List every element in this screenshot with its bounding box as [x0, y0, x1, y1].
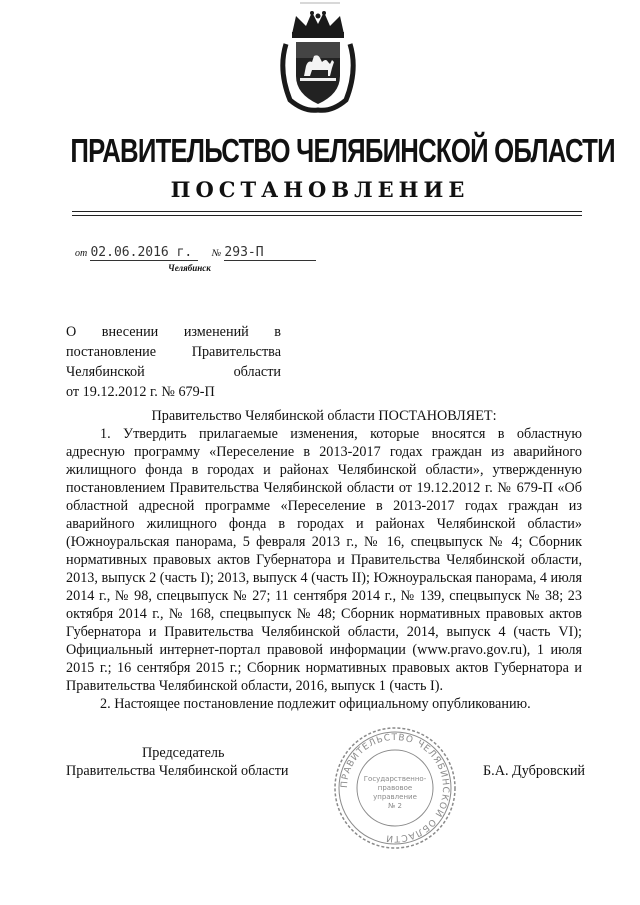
number-prefix: № — [211, 248, 222, 259]
subject-line: от 19.12.2012 г. № 679-П — [66, 384, 215, 400]
svg-text:правовое: правовое — [377, 784, 413, 792]
document-date-number — [75, 244, 316, 261]
document-subject — [66, 322, 281, 402]
subject-line: О внесении изменений в — [66, 324, 281, 340]
resolution-item-2: 2. Настоящее постановление подлежит официальному опубликованию. — [100, 696, 531, 712]
subject-line: постановление Правительства — [66, 344, 281, 360]
svg-text:Государственно-: Государственно- — [363, 775, 427, 783]
document-type-heading: ПОСТАНОВЛЕНИЕ — [170, 177, 470, 202]
signatory-name: Б.А. Дубровский — [483, 763, 586, 779]
official-stamp — [332, 725, 458, 851]
subject-line: Челябинской области — [66, 364, 281, 380]
document-date: 02.06.2016 г. — [90, 245, 193, 260]
signatory-title: Председатель — [142, 745, 225, 761]
header-rule — [72, 211, 582, 212]
document-number: 293-П — [224, 245, 264, 260]
svg-text:№ 2: № 2 — [388, 802, 402, 810]
svg-text:управление: управление — [373, 793, 417, 801]
signatory-title: Правительства Челябинской области — [66, 763, 289, 779]
date-prefix: от — [75, 248, 88, 259]
document-body — [66, 407, 582, 713]
scan-artifact — [300, 2, 340, 4]
stamp-outer-text: ПРАВИТЕЛЬСТВО ЧЕЛЯБИНСКОЙ ОБЛАСТИ — [339, 732, 451, 844]
header-rule — [72, 215, 582, 216]
city-label: Челябинск — [168, 263, 211, 273]
organization-title: ПРАВИТЕЛЬСТВО ЧЕЛЯБИНСКОЙ ОБЛАСТИ — [70, 132, 615, 169]
resolution-item-1: 1. Утвердить прилагаемые изменения, которые вносятся в областную адресную программу «Переселение в 2013-2017 годах граждан из аварийного жилищного фонда в городах и районах Челябинской области», утвержденную постановлением Правительства Челябинской области от 19.12.2012 г. № 679-П «Об областной адресной программе «Переселение в 2013-2017 годах граждан из аварийного жилищного фонда в городах и районах Челябинской области» (Южноуральская панорама, 5 февраля 2013 г., № 16, спецвыпуск № 4; Сборник нормативных правовых актов Губернатора и Правительства Челябинской области, 2013, выпуск 2 (часть I); 2013, выпуск 4 (часть II); Южноуральская панорама, 4 июля 2014 г., № 98, спецвыпуск № 27; 11 сентября 2014 г., № 139, спецвыпуск № 38; 23 октября 2014 г., № 168, спецвыпуск № 48; Сборник нормативных правовых актов Губернатора и Правительства Челябинской области, 2014, выпуск 4 (часть VI); Официальный интернет-портал правовой информации (www.pravo.gov.ru), 1 июля 2015 г.; 16 сентября 2015 г.; Сборник нормативных правовых актов Губернатора и Правительства Челябинской области, 2016, выпуск 1 (часть I). — [66, 426, 583, 694]
chelyabinsk-coat-of-arms-icon — [276, 10, 360, 114]
resolution-intro: Правительство Челябинской области ПОСТАНОВЛЯЕТ: — [151, 408, 497, 424]
